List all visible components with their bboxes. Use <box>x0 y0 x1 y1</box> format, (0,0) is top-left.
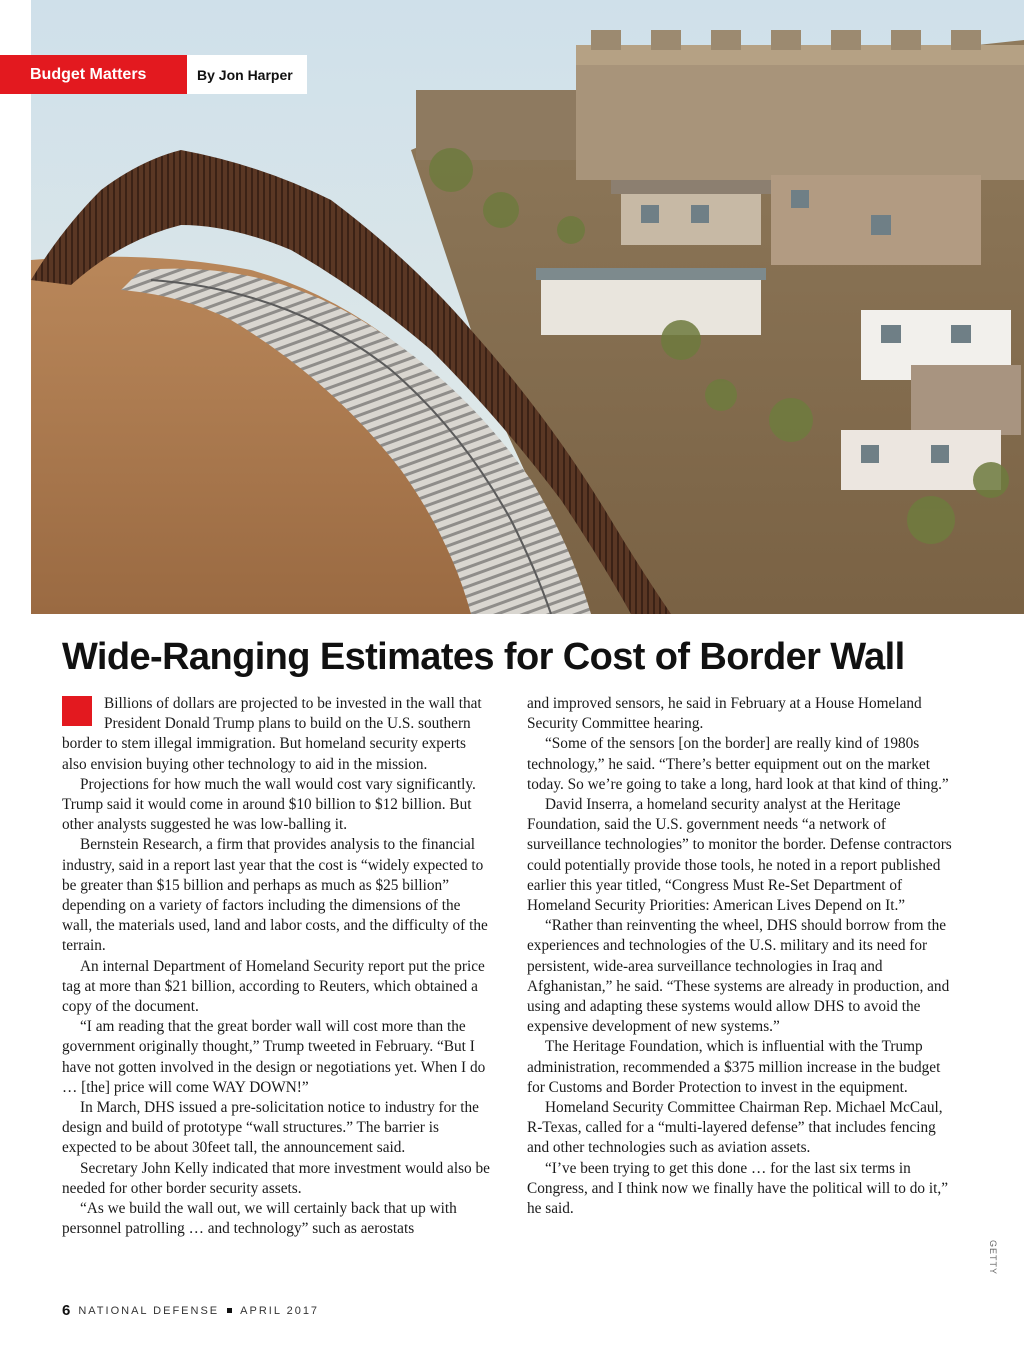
paragraph: Billions of dollars are projected to be invested in the wall that President Donald Trump plans to build on the U.S. southern border to stem illegal immigration. But homeland security experts also envision buying other technology to aid in the mission. <box>62 695 482 773</box>
paragraph: “Rather than reinventing the wheel, DHS should borrow from the experiences and technologies of the U.S. military and its need for persistent, wide-area surveillance technologies in Iraq and Afghanistan,” he said. “These systems are already in production, and using and adapting these systems would allow DHS to avoid the expensive development of new systems.” <box>527 917 950 1036</box>
page-number: 6 <box>62 1302 71 1319</box>
byline: By Jon Harper <box>187 55 307 94</box>
photo-credit: GETTY <box>988 1240 998 1276</box>
paragraph: Bernstein Research, a firm that provides analysis to the financial industry, said in a report last year that the cost is “widely expected to be greater than $15 billion and perhaps as much as $25 billion” depending on a variety of factors including the dimensions of the wall, the materials used, land and labor costs, and the difficulty of the terrain. <box>62 836 488 955</box>
paragraph: An internal Department of Homeland Security report put the price tag at more than $21 billion, according to Reuters, which obtained a copy of the document. <box>62 957 485 1016</box>
paragraph: Homeland Security Committee Chairman Rep. Michael McCaul, R-Texas, called for a “multi-layered defense” that includes fencing and other technologies such as aviation assets. <box>527 1099 943 1157</box>
paragraph: “I am reading that the great border wall will cost more than the government originally thought,” Trump tweeted in February. “But I have not gotten involved in the design or negotiations yet. When I do … [the] price will come WAY DOWN!” <box>62 1018 486 1096</box>
paragraph: “Some of the sensors [on the border] are really kind of 1980s technology,” he said. “There’s better equipment out on the market today. So we’re going to take a long, hard look at that kind of thing.” <box>527 735 949 793</box>
separator-dot-icon <box>227 1308 232 1313</box>
paragraph: Secretary John Kelly indicated that more investment would also be needed for other border security assets. <box>62 1159 490 1197</box>
right-column <box>527 694 959 1219</box>
page-footer <box>62 1302 319 1319</box>
paragraph: David Inserra, a homeland security analyst at the Heritage Foundation, said the U.S. government needs “a network of surveillance technologies” to monitor the border. Defense contractors could potentially provide those tools, he noted in a report published earlier this year titled, “Congress Must Re-Set Department of Homeland Security Priorities: American Lives Depend on It.” <box>527 796 952 915</box>
paragraph: and improved sensors, he said in February at a House Homeland Security Committee hearing. <box>527 695 922 733</box>
drop-square-icon <box>62 696 92 726</box>
publication-name: NATIONAL DEFENSE <box>78 1304 220 1317</box>
left-column <box>62 694 494 1239</box>
paragraph: Projections for how much the wall would cost vary significantly. Trump said it would come in around $10 billion to $12 billion. But other analysts suggested he was low-balling it. <box>62 775 476 834</box>
issue-date: APRIL 2017 <box>240 1304 320 1317</box>
paragraph: The Heritage Foundation, which is influential with the Trump administration, recommended a $375 million increase in the budget for Customs and Border Protection to invest in the equipment. <box>527 1038 941 1096</box>
headline: Wide-Ranging Estimates for Cost of Border Wall <box>62 636 905 678</box>
paragraph: In March, DHS issued a pre-solicitation notice to industry for the design and build of prototype “wall structures.” The barrier is expected to be about 30feet tall, the announcement said. <box>62 1099 479 1157</box>
paragraph: “I’ve been trying to get this done … for the last six terms in Congress, and I think now we finally have the political will to do it,” he said. <box>527 1159 949 1218</box>
section-tag: Budget Matters <box>0 55 187 94</box>
paragraph: “As we build the wall out, we will certainly back that up with personnel patrolling … and technology” such as aerostats <box>62 1200 457 1238</box>
